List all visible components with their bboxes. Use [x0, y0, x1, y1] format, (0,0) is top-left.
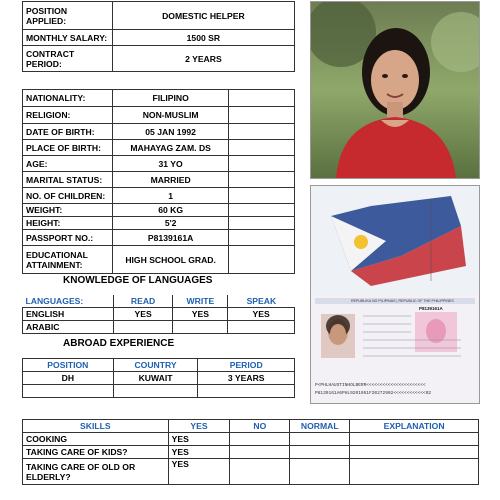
field-label: PLACE OF BIRTH:	[23, 140, 113, 156]
column-header: SKILLS	[23, 420, 169, 433]
empty-cell	[229, 124, 295, 140]
column-header: LANGUAGES:	[23, 295, 114, 307]
table-cell	[113, 320, 173, 333]
table-row	[23, 204, 295, 217]
empty-cell	[229, 246, 295, 274]
passport-image	[310, 185, 480, 404]
languages-table	[22, 295, 295, 334]
table-row	[23, 172, 295, 188]
table-cell	[290, 446, 350, 459]
table-cell: TAKING CARE OF OLD OR ELDERLY?	[23, 459, 169, 485]
column-header: EXPLANATION	[350, 420, 479, 433]
table-cell: YES	[228, 307, 295, 320]
table-cell	[230, 459, 290, 485]
field-value: 1500 SR	[112, 30, 294, 46]
empty-cell	[229, 172, 295, 188]
table-row	[23, 217, 295, 230]
column-header: SPEAK	[228, 295, 295, 307]
table-cell	[113, 385, 198, 398]
table-cell	[290, 459, 350, 485]
table-row	[23, 124, 295, 140]
table-cell	[350, 459, 479, 485]
table-row	[23, 385, 295, 398]
table-row	[23, 459, 479, 485]
field-value: MARRIED	[112, 172, 229, 188]
table-header-row	[23, 359, 295, 372]
field-value: 5'2	[112, 217, 229, 230]
passport-mrz-line-2: P8139161A6PHL9201051F20272902<<<<<<<<<<<<02	[315, 391, 432, 396]
field-value: 60 KG	[112, 204, 229, 217]
table-cell: YES	[168, 459, 230, 485]
applicant-photo-image	[311, 2, 479, 178]
applicant-photo	[310, 1, 480, 179]
table-cell: DH	[23, 372, 114, 385]
table-row	[23, 446, 479, 459]
table-row	[23, 2, 295, 30]
field-label: NATIONALITY:	[23, 90, 113, 107]
column-header: YES	[168, 420, 230, 433]
table-cell	[23, 385, 114, 398]
field-label: MARITAL STATUS:	[23, 172, 113, 188]
field-label: PASSPORT NO.:	[23, 230, 113, 246]
field-value: MAHAYAG ZAM. DS	[112, 140, 229, 156]
column-header: NO	[230, 420, 290, 433]
table-cell: YES	[168, 446, 230, 459]
table-cell: COOKING	[23, 433, 169, 446]
field-label: HEIGHT:	[23, 217, 113, 230]
field-label: MONTHLY SALARY:	[23, 30, 113, 46]
field-label: EDUCATIONAL ATTAINMENT:	[23, 246, 113, 274]
empty-cell	[229, 107, 295, 124]
table-header-row	[23, 295, 295, 307]
empty-cell	[229, 140, 295, 156]
table-cell	[230, 446, 290, 459]
empty-cell	[229, 204, 295, 217]
empty-cell	[229, 90, 295, 107]
field-value: HIGH SCHOOL GRAD.	[112, 246, 229, 274]
table-row	[23, 140, 295, 156]
passport-mrz-line-1: P<PHLHAUSTINHOLBERR<<<<<<<<<<<<<<<<<<<<<<	[315, 383, 426, 388]
table-cell: TAKING CARE OF KIDS?	[23, 446, 169, 459]
table-row	[23, 46, 295, 72]
table-cell: 3 YEARS	[198, 372, 295, 385]
table-cell: YES	[173, 307, 228, 320]
table-cell	[290, 433, 350, 446]
skills-table	[22, 419, 479, 485]
field-value: DOMESTIC HELPER	[112, 2, 294, 30]
field-value: 05 JAN 1992	[112, 124, 229, 140]
table-cell	[230, 433, 290, 446]
column-header: POSITION	[23, 359, 114, 372]
table-cell	[350, 446, 479, 459]
abroad-table	[22, 358, 295, 398]
empty-cell	[229, 156, 295, 172]
table-row	[23, 107, 295, 124]
table-cell	[350, 433, 479, 446]
column-header: PERIOD	[198, 359, 295, 372]
field-value: 1	[112, 188, 229, 204]
table-row	[23, 230, 295, 246]
job-table	[22, 1, 295, 72]
table-cell: ARABIC	[23, 320, 114, 333]
empty-cell	[229, 188, 295, 204]
table-cell	[173, 320, 228, 333]
field-value: NON-MUSLIM	[112, 107, 229, 124]
column-header: COUNTRY	[113, 359, 198, 372]
table-row	[23, 30, 295, 46]
column-header: READ	[113, 295, 173, 307]
field-label: NO. OF CHILDREN:	[23, 188, 113, 204]
personal-table	[22, 89, 295, 274]
table-row	[23, 90, 295, 107]
table-row	[23, 307, 295, 320]
field-label: POSITION APPLIED:	[23, 2, 113, 30]
table-header-row	[23, 420, 479, 433]
field-value: FILIPINO	[112, 90, 229, 107]
empty-cell	[229, 217, 295, 230]
table-cell	[228, 320, 295, 333]
table-cell	[198, 385, 295, 398]
table-row	[23, 320, 295, 333]
passport-graphic	[311, 186, 479, 403]
table-row	[23, 372, 295, 385]
table-cell: ENGLISH	[23, 307, 114, 320]
field-label: AGE:	[23, 156, 113, 172]
passport-number: P8139161A	[419, 306, 443, 311]
field-value: 2 YEARS	[112, 46, 294, 72]
languages-title: KNOWLEDGE OF LANGUAGES	[63, 275, 213, 286]
table-cell: KUWAIT	[113, 372, 198, 385]
field-label: DATE OF BIRTH:	[23, 124, 113, 140]
table-row	[23, 188, 295, 204]
empty-cell	[229, 230, 295, 246]
field-value: 31 YO	[112, 156, 229, 172]
field-value: P8139161A	[112, 230, 229, 246]
table-cell: YES	[168, 433, 230, 446]
column-header: WRITE	[173, 295, 228, 307]
table-row	[23, 156, 295, 172]
table-row	[23, 246, 295, 274]
field-label: WEIGHT:	[23, 204, 113, 217]
table-row	[23, 433, 479, 446]
table-cell: YES	[113, 307, 173, 320]
abroad-title: ABROAD EXPERIENCE	[63, 338, 175, 349]
field-label: RELIGION:	[23, 107, 113, 124]
field-label: CONTRACT PERIOD:	[23, 46, 113, 72]
passport-header: REPUBLIKA NG PILIPINAS | REPUBLIC OF THE PHILIPPINES	[351, 299, 454, 303]
column-header: NORMAL	[290, 420, 350, 433]
